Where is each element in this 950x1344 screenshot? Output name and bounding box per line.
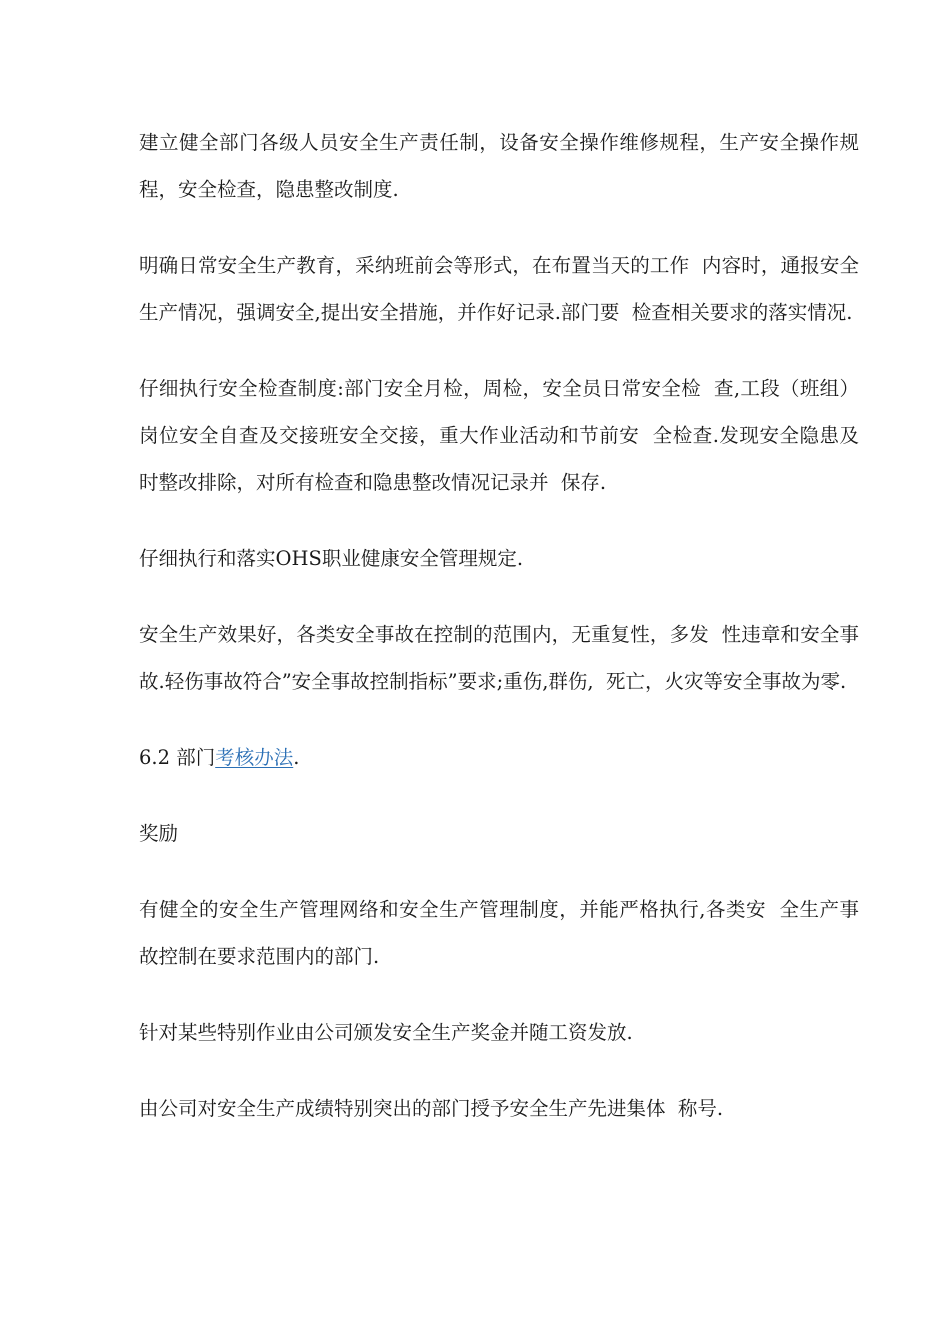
paragraph-responsibility-system: 建立健全部门各级人员安全生产责任制，设备安全操作维修规程，生产安全操作规程，安全检查，隐患整改制度. [139, 131, 859, 201]
paragraph-reward-title: 由公司对安全生产成绩特别突出的部门授予安全生产先进集体 称号. [139, 1097, 724, 1120]
assessment-method-link[interactable]: 考核办法 [215, 746, 294, 769]
paragraph-ohs-regulation: 仔细执行和落实OHS职业健康安全管理规定. [139, 547, 524, 570]
paragraph-reward-department: 有健全的安全生产管理网络和安全生产管理制度，并能严格执行,各类安 全生产事故控制在要求范围内的部门. [139, 898, 859, 968]
paragraph-inspection-system: 仔细执行安全检查制度:部门安全月检，周检，安全员日常安全检 查,工段（班组）岗位安全自查及交接班安全交接，重大作业活动和节前安 全检查.发现安全隐患及时整改排除，对所有检查和隐患整改情况记录并 保存. [139, 377, 859, 494]
heading-reward: 奖励 [139, 822, 179, 845]
paragraph-reward-bonus: 针对某些特别作业由公司颁发安全生产奖金并随工资发放. [139, 1021, 633, 1044]
section-heading-prefix: 6.2 部门 [139, 746, 216, 769]
paragraph-daily-education: 明确日常安全生产教育，采纳班前会等形式，在布置当天的工作 内容时，通报安全生产情况，强调安全,提出安全措施，并作好记录.部门要 检查相关要求的落实情况. [139, 254, 859, 324]
paragraph-safety-results: 安全生产效果好，各类安全事故在控制的范围内，无重复性，多发 性违章和安全事故.轻伤事故符合”安全事故控制指标”要求;重伤,群伤, 死亡，火灾等安全事故为零. [139, 623, 859, 693]
section-heading-suffix: . [293, 746, 300, 769]
section-heading-assessment [139, 734, 859, 781]
document-page [139, 119, 859, 1132]
